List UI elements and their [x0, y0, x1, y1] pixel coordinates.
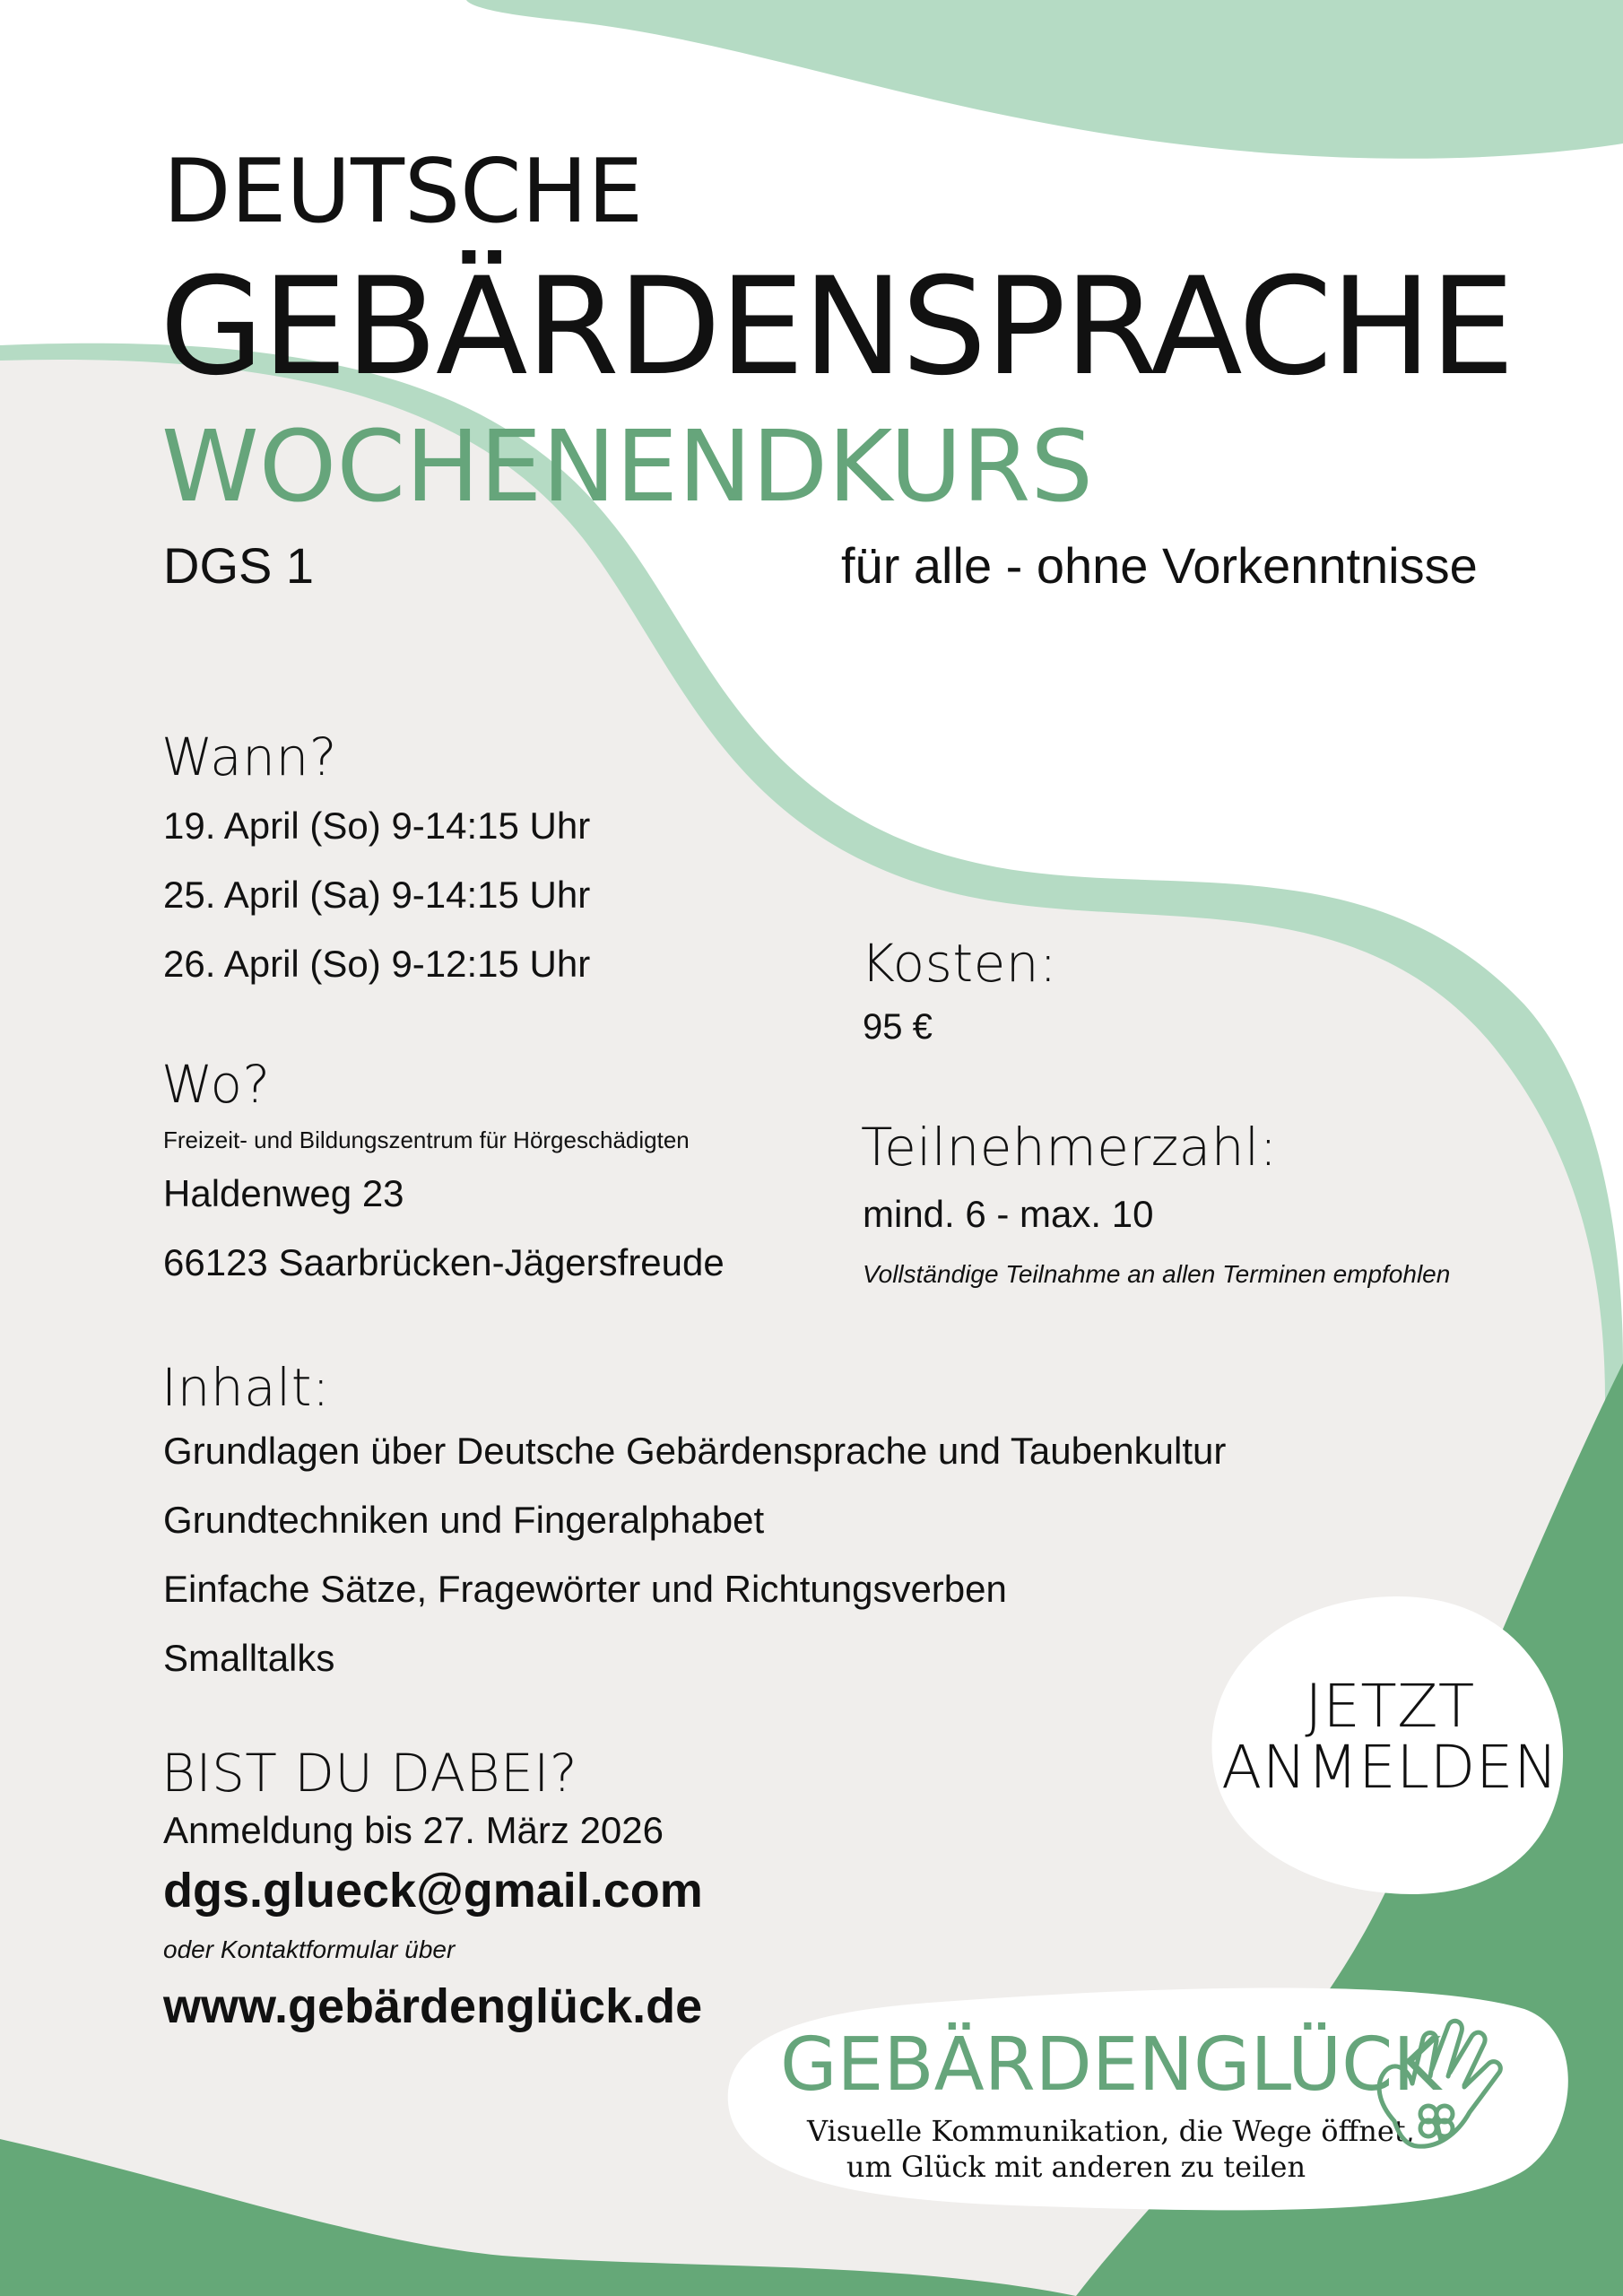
participation-note: Vollständige Teilnahme an allen Terminen empfohlen [863, 1260, 1451, 1288]
cta-line-2: ANMELDEN [1221, 1733, 1558, 1802]
venue-street: Haldenweg 23 [163, 1172, 404, 1214]
jetzt-anmelden-button[interactable] [1211, 1596, 1569, 1892]
content-item: Smalltalks [163, 1637, 335, 1679]
wo-heading: Wo? [161, 1054, 271, 1115]
registration-deadline: Anmeldung bis 27. März 2026 [163, 1809, 664, 1851]
brand-tagline-2: um Glück mit anderen zu teilen [846, 2150, 1306, 2184]
title-deutsche: DEUTSCHE [163, 141, 644, 243]
teilnehmerzahl-heading: Teilnehmerzahl: [861, 1117, 1278, 1178]
date-line: 26. April (So) 9-12:15 Uhr [163, 943, 591, 985]
content-item: Grundlagen über Deutsche Gebärdensprache und Taubenkultur [163, 1430, 1227, 1472]
brand-name: GEBÄRDENGLÜCK [780, 2022, 1442, 2108]
brand-tagline-1: Visuelle Kommunikation, die Wege öffnet, [807, 2114, 1415, 2148]
contact-email-link[interactable]: dgs.glueck@gmail.com [163, 1864, 703, 1918]
participants-value: mind. 6 - max. 10 [863, 1193, 1154, 1235]
kosten-heading: Kosten: [861, 933, 1058, 994]
price-value: 95 € [863, 1007, 933, 1047]
content-item: Einfache Sätze, Fragewörter und Richtungsverben [163, 1568, 1007, 1610]
top-green-blob [466, 0, 1623, 159]
wann-heading: Wann? [161, 726, 337, 787]
bist-du-dabei-heading: BIST DU DABEI? [161, 1743, 578, 1804]
date-line: 19. April (So) 9-14:15 Uhr [163, 804, 591, 847]
venue-name: Freizeit- und Bildungszentrum für Hörgeschädigten [163, 1126, 690, 1153]
content-item: Grundtechniken und Fingeralphabet [163, 1499, 765, 1541]
title-gebaerdensprache: GEBÄRDENSPRACHE [160, 249, 1514, 405]
hand-with-clover-icon [1358, 2013, 1515, 2166]
contact-form-note: oder Kontaktformular über [163, 1935, 456, 1963]
course-level: DGS 1 [163, 537, 315, 594]
cta-line-1: JETZT [1305, 1672, 1475, 1741]
audience-note: für alle - ohne Vorkenntnisse [841, 537, 1478, 594]
inhalt-heading: Inhalt: [161, 1357, 331, 1418]
title-wochenendkurs: WOCHENENDKURS [161, 409, 1094, 524]
website-link[interactable]: www.gebärdenglück.de [163, 1979, 703, 2033]
date-line: 25. April (Sa) 9-14:15 Uhr [163, 874, 591, 916]
venue-city: 66123 Saarbrücken-Jägersfreude [163, 1241, 725, 1283]
